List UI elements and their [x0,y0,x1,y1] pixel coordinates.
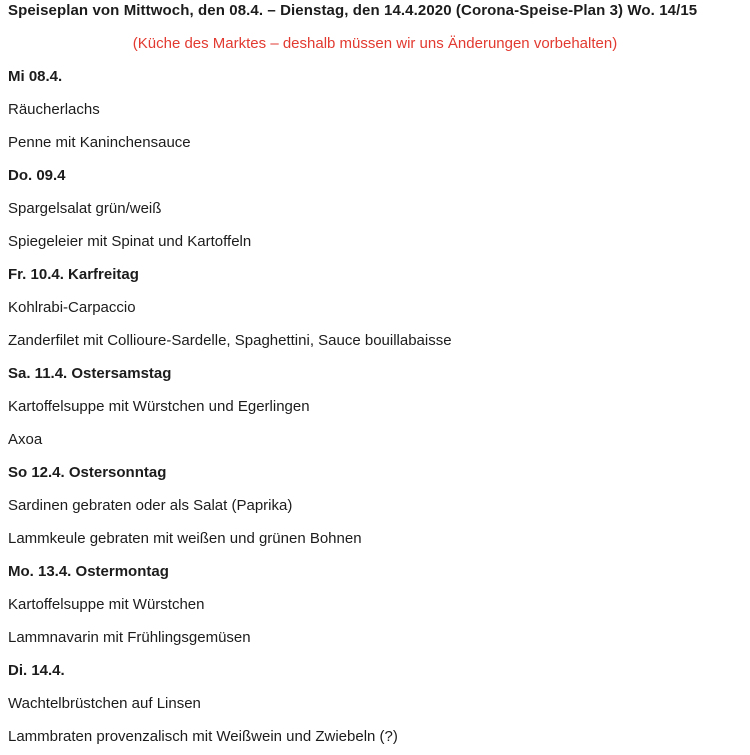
dish-item: Kartoffelsuppe mit Würstchen und Egerlingen [8,398,310,415]
dish-item: Spiegeleier mit Spinat und Kartoffeln [8,233,252,250]
dish-item: Lammnavarin mit Frühlingsgemüsen [8,629,251,646]
kitchen-note: (Küche des Marktes – deshalb müssen wir uns Änderungen vorbehalten) [132,35,618,52]
day-heading: Sa. 11.4. Ostersamstag [8,365,172,382]
day-heading: Do. 09.4 [8,167,66,184]
dish-item: Lammbraten provenzalisch mit Weißwein und Zwiebeln (?) [8,728,398,745]
dish-item: Kartoffelsuppe mit Würstchen [8,596,205,613]
dish-item: Penne mit Kaninchensauce [8,134,191,151]
day-heading: Mi 08.4. [8,68,63,85]
day-heading: Di. 14.4. [8,662,65,679]
dish-item: Kohlrabi-Carpaccio [8,299,136,316]
day-heading: Fr. 10.4. Karfreitag [8,266,139,283]
day-heading: Mo. 13.4. Ostermontag [8,563,169,580]
dish-item: Zanderfilet mit Collioure-Sardelle, Spaghettini, Sauce bouillabaisse [8,332,452,349]
dish-item: Wachtelbrüstchen auf Linsen [8,695,201,712]
document-title: Speiseplan von Mittwoch, den 08.4. – Dienstag, den 14.4.2020 (Corona-Speise-Plan 3) Wo. 14/15 [8,2,698,19]
day-heading: So 12.4. Ostersonntag [8,464,167,481]
dish-item: Räucherlachs [8,101,100,118]
dish-item: Lammkeule gebraten mit weißen und grünen Bohnen [8,530,362,547]
dish-item: Axoa [8,431,43,448]
dish-item: Sardinen gebraten oder als Salat (Paprika) [8,497,293,514]
dish-item: Spargelsalat grün/weiß [8,200,162,217]
